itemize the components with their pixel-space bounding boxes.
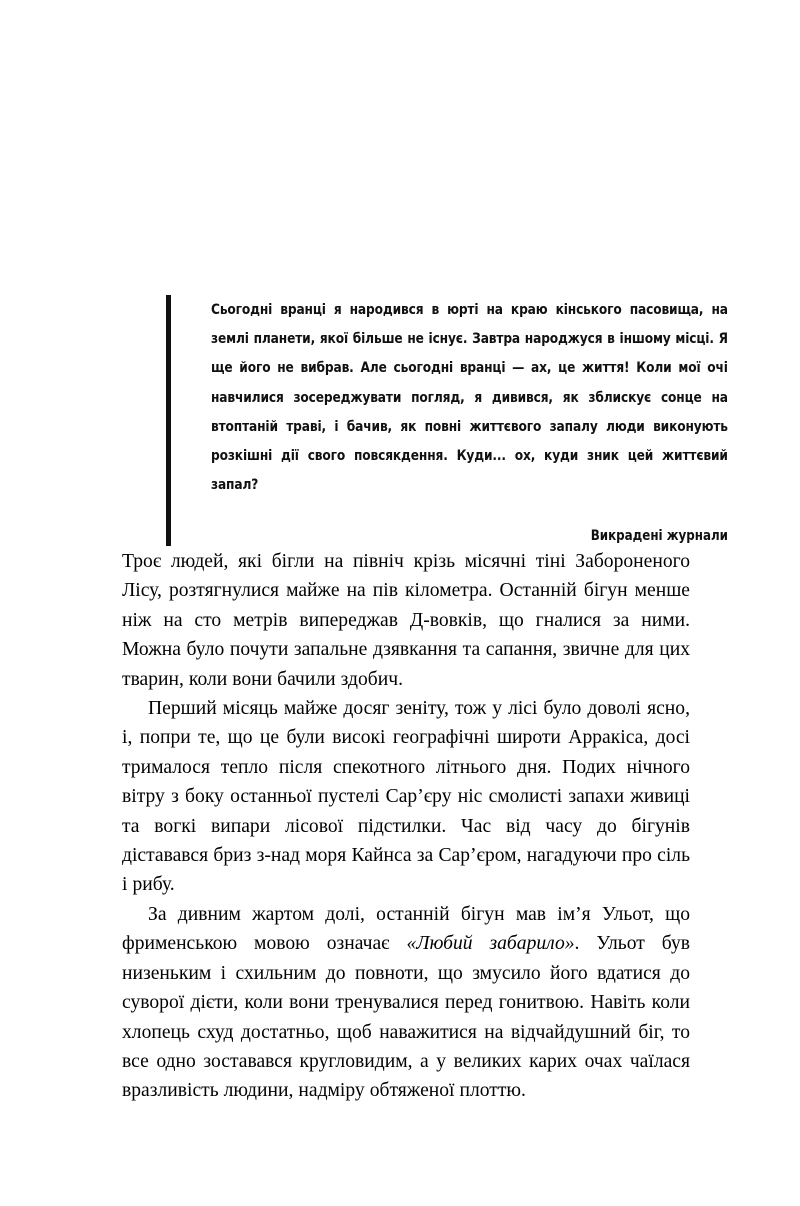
body-paragraph-1: Троє людей, які бігли на північ крізь місячні тіні Забороненого Лісу, розтягнулися майже на пів кілометра. Останній бігун менше ніж на сто метрів випереджав Д-вовків, що гналися за ними. Можна було почути запальне дзявкання та сапання, звичне для цих тварин, коли вони бачили здобич. [122,551,690,690]
body-paragraph-3 [122,900,690,1106]
epigraph-attribution: Викрадені журнали [590,528,728,545]
body-text-block [122,547,690,1106]
body-paragraph-3-tail: . Ульот був низеньким і схильним до повноти, що змусило його вдатися до суворої дієти, коли вони тренувалися перед гонитвою. Навіть коли хлопець схуд достатньо, щоб наважитися на відчайдушний біг, то все одно зоставався кругловидим, а у великих карих очах чаїлася вразливість людини, надміру обтяженої плоттю. [122,933,690,1102]
body-paragraph-3-italic-phrase: «Любий забарило» [406,933,575,955]
epigraph-text: Сьогодні вранці я народився в юрті на краю кінського пасовища, на землі планети, якої більше не існує. Завтра народжуся в іншому місці. Я ще його не вибрав. Але сьогодні вранці — ах, це життя! Коли мої очі навчилися зосереджувати погляд, я дивився, як зблискує сонце на втоптаній траві, і бачив, як повні життєвого запалу люди виконують розкішні дії свого повсякдення. Куди... ох, куди зник цей життєвий запал? [211,301,728,494]
epigraph-block [166,295,728,546]
body-paragraph-2: Перший місяць майже досяг зеніту, тож у лісі було доволі ясно, і, попри те, що це були високі географічні широти Арракіса, досі трималося тепло після спекотного літнього дня. Подих нічного вітру з боку останньої пустелі Сар’єру ніс смолисті запахи живиці та вогкі випари лісової підстилки. Час від часу до бігунів діставався бриз з-над моря Кайнса за Сар’єром, нагадуючи про сіль і рибу. [122,698,690,896]
body-paragraph-3-lead: За дивним жартом долі, останній бігун мав ім’я Ульот, що фрименською мовою означає [122,903,690,955]
